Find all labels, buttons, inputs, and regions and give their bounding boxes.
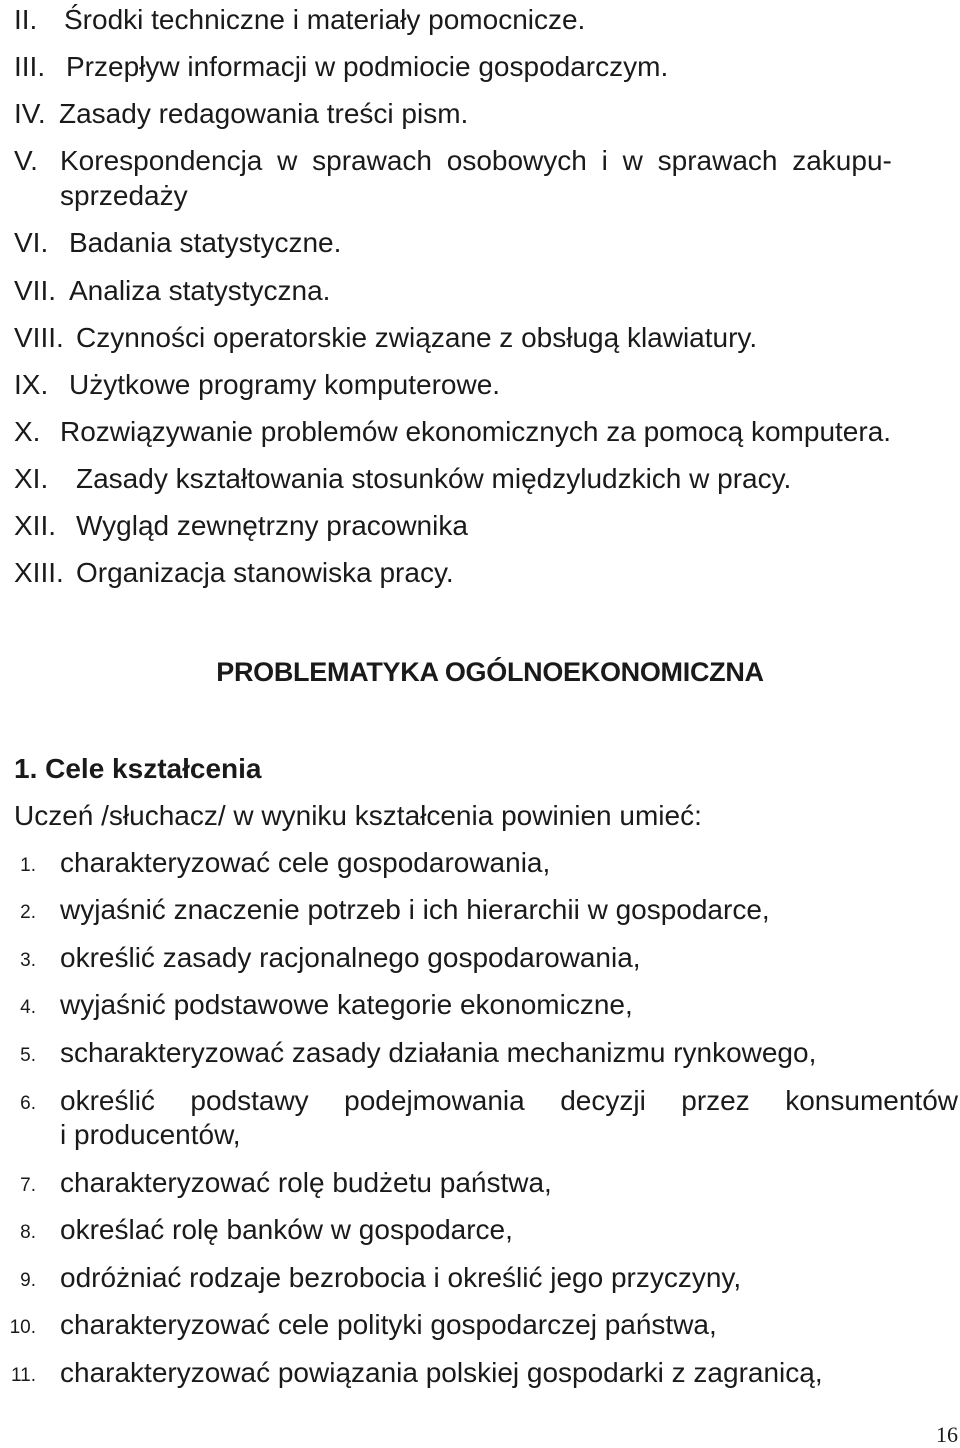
- list-number: 5.: [20, 1045, 36, 1066]
- list-item: [14, 273, 330, 309]
- list-item-text: Organizacja stanowiska pracy.: [76, 557, 454, 588]
- list-number: 10.: [9, 1317, 36, 1338]
- list-item-text: Przepływ informacji w podmiocie gospodarczym.: [66, 51, 669, 82]
- list-item: [14, 508, 468, 544]
- roman-number: IX.: [14, 369, 49, 400]
- roman-number: VIII.: [14, 322, 64, 353]
- roman-number: VII.: [14, 275, 57, 306]
- list-item-text: charakteryzować cele gospodarowania,: [60, 847, 551, 878]
- list-item-text: określać rolę banków w gospodarce,: [60, 1214, 513, 1245]
- roman-number: VI.: [14, 227, 49, 258]
- list-item: [14, 414, 891, 450]
- list-item-continuation: sprzedaży: [60, 180, 188, 211]
- list-item: [14, 143, 958, 179]
- roman-number: XII.: [14, 510, 57, 541]
- list-item: [14, 2, 585, 38]
- list-number: 6.: [20, 1093, 36, 1114]
- list-item-text: Korespondencja w sprawach osobowych i w sprawach zakupu-: [60, 145, 892, 176]
- list-item: [14, 49, 668, 85]
- roman-number: IV.: [14, 98, 46, 129]
- list-item-text: określić zasady racjonalnego gospodarowania,: [60, 942, 641, 973]
- list-item-text: odróżniać rodzaje bezrobocia i określić jego przyczyny,: [60, 1262, 742, 1293]
- list-number: 7.: [20, 1175, 36, 1196]
- roman-number: III.: [14, 51, 46, 82]
- roman-number: II.: [14, 4, 38, 35]
- list-item-text: Użytkowe programy komputerowe.: [69, 369, 501, 400]
- list-item-text: wyjaśnić podstawowe kategorie ekonomiczne,: [60, 989, 633, 1020]
- list-item-text: Rozwiązywanie problemów ekonomicznych za pomocą komputera.: [60, 416, 892, 447]
- list-item: [14, 320, 757, 356]
- list-number: 4.: [20, 997, 36, 1018]
- list-item: [14, 367, 500, 403]
- list-item: [14, 555, 454, 591]
- list-item: [14, 96, 468, 132]
- list-item-text: wyjaśnić znaczenie potrzeb i ich hierarchii w gospodarce,: [60, 894, 770, 925]
- intro-text: Uczeń /słuchacz/ w wyniku kształcenia powinien umieć:: [14, 800, 702, 831]
- list-item: [14, 461, 791, 497]
- list-item-text: Zasady redagowania treści pism.: [59, 98, 469, 129]
- list-item-text: charakteryzować rolę budżetu państwa,: [60, 1167, 552, 1198]
- roman-number: XIII.: [14, 557, 64, 588]
- list-item-text: Czynności operatorskie związane z obsługą klawiatury.: [76, 322, 758, 353]
- list-number: 3.: [20, 950, 36, 971]
- list-number: 8.: [20, 1222, 36, 1243]
- list-number: 9.: [20, 1270, 36, 1291]
- roman-number: V.: [14, 145, 38, 176]
- section-title: 1. Cele kształcenia: [14, 753, 262, 784]
- list-number: 1.: [20, 855, 36, 876]
- list-number: 2.: [20, 902, 36, 923]
- list-item-text: Wygląd zewnętrzny pracownika: [76, 510, 468, 541]
- section-heading: PROBLEMATYKA OGÓLNOEKONOMICZNA: [216, 657, 764, 687]
- list-item-text: Środki techniczne i materiały pomocnicze.: [64, 4, 586, 35]
- roman-number: X.: [14, 416, 41, 447]
- list-item-continuation: i producentów,: [60, 1119, 241, 1150]
- list-item-text: Zasady kształtowania stosunków międzyludzkich w pracy.: [76, 463, 792, 494]
- page-number: 16: [936, 1422, 958, 1447]
- list-item-text: charakteryzować powiązania polskiej gospodarki z zagranicą,: [60, 1357, 823, 1388]
- list-item: [14, 225, 341, 261]
- roman-number: XI.: [14, 463, 49, 494]
- list-item-text: scharakteryzować zasady działania mechanizmu rynkowego,: [60, 1037, 817, 1068]
- list-item-text: Badania statystyczne.: [69, 227, 342, 258]
- list-item-text: określić podstawy podejmowania decyzji przez konsumentów: [60, 1085, 958, 1116]
- list-number: 11.: [10, 1365, 36, 1386]
- list-item-text: Analiza statystyczna.: [69, 275, 331, 306]
- list-item-text: charakteryzować cele polityki gospodarczej państwa,: [60, 1309, 717, 1340]
